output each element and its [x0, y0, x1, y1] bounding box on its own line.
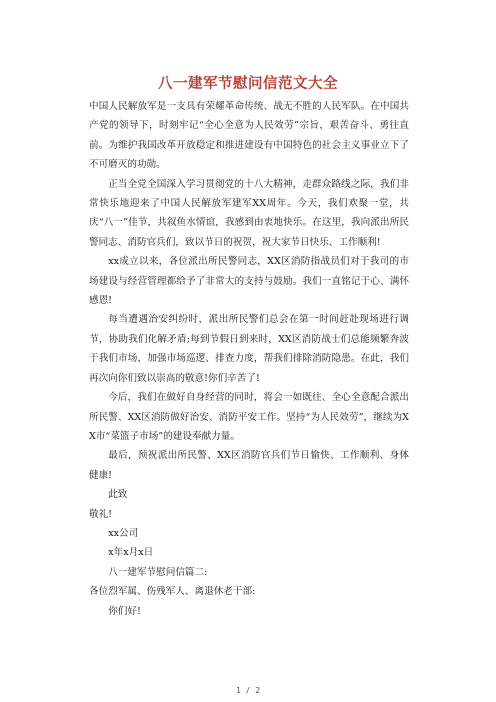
closing-salutation: 此致 [108, 489, 128, 501]
paragraph-3: xx成立以来，各位派出所民警同志，XX区消防指战员们对于我司的市场建设与经营管理都给予了非常大的支持与鼓励。我们一直铭记于心、满怀感恩! [89, 256, 409, 307]
document-body [89, 97, 409, 621]
paragraph-6: 最后，预祝派出所民警、XX区消防官兵们节日愉快、工作顺利、身体健康! [89, 450, 409, 481]
closing-company: xx公司 [108, 527, 139, 539]
paragraph-1: 中国人民解放军是一支具有荣耀革命传统、战无不胜的人民军队。在中国共产党的领导下，时刻牢记“全心全意为人民效劳”宗旨，艰苦奋斗、勇往直前。为维护我国改革开放稳定和推进建设有中国特色的社会主义事业立下了不可磨灭的功勋。 [89, 101, 409, 171]
closing-respect: 敬礼! [89, 508, 113, 520]
paragraph-5: 今后，我们在做好自身经营的同时，将会一如既往、全心全意配合派出所民警、XX区消防做好治安、消防平安工作。坚持“为人民效劳”，继续为XX市“菜篮子市场”的建设奉献力量。 [89, 392, 409, 442]
document-title: 八一建军节慰问信范文大全 [158, 76, 338, 92]
section2-addressee: 各位烈军属、伤残军人、离退休老干部: [89, 586, 256, 598]
closing-date: x年x月x日 [108, 547, 154, 559]
paragraph-4: 每当遭遇治安纠纷时，派出所民警们总会在第一时间赶赴现场进行调节，协助我们化解矛盾;每到节假日到来时，XX区消防战士们总能频繁奔波于我们市场，加强市场巡逻、排查力度，帮我们排除消防隐患。在此，我们再次向你们致以崇高的敬意!你们辛苦了! [89, 314, 409, 384]
page-number: 1 / 2 [235, 686, 261, 695]
section2-greeting: 你们好! [108, 605, 141, 617]
section2-heading: 八一建军节慰问信篇二: [108, 566, 208, 578]
paragraph-2: 正当全党全国深入学习贯彻党的十八大精神，走群众路线之际，我们非常快乐地迎来了中国人民解放军建军XX周年。今天，我们欢聚一堂，共庆“八一”佳节，共叙鱼水情谊，我感到由衷地快乐。在这里，我向派出所民警同志、消防官兵们，致以节日的祝贺，祝大家节日快乐、工作顺利! [89, 178, 409, 248]
